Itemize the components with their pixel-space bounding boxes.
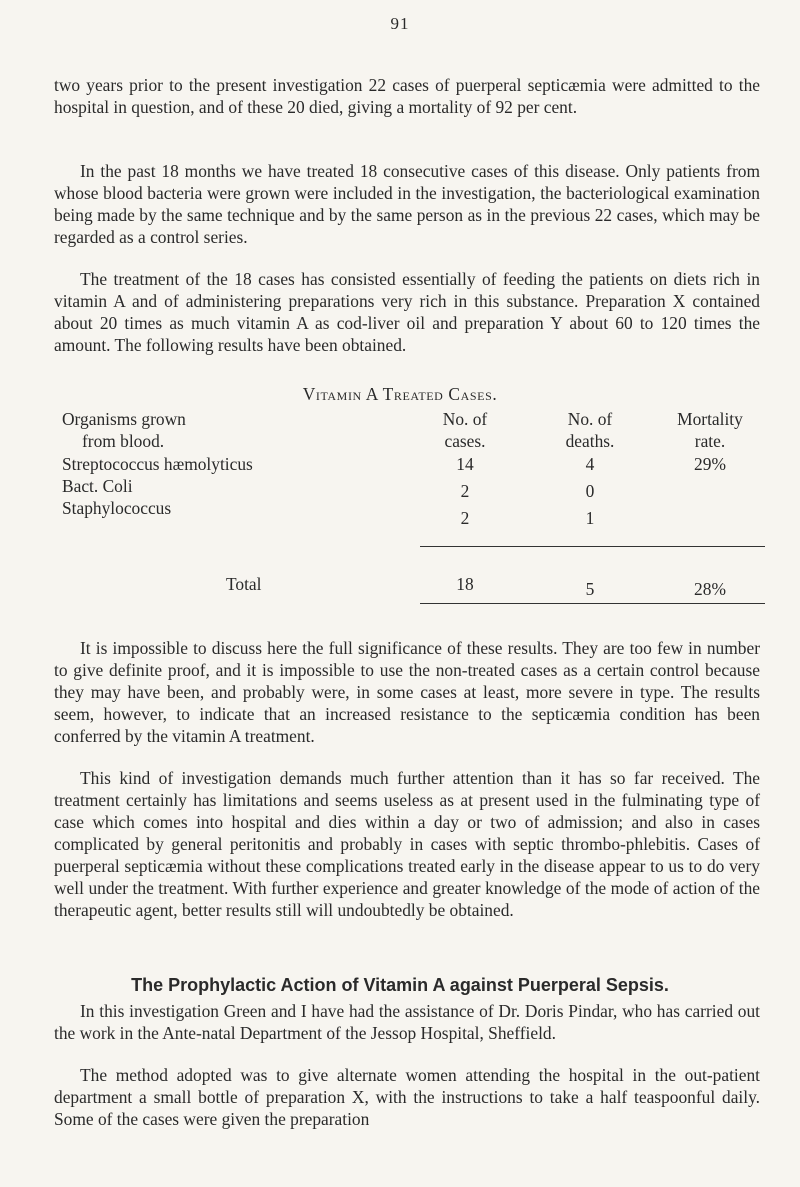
paragraph-5 [54,767,760,921]
header-deaths-line1: No. of [567,409,613,429]
header-mortality-line1: Mortality [677,409,743,429]
header-mortality-line2: rate. [694,431,726,451]
header-cases-line1: No. of [442,409,488,429]
paragraph-3-text: The treatment of the 18 cases has consisted essentially of feeding the patients on diets rich in vitamin A and of administering preparations very rich in this substance. Preparation X contained about 20 times as much vitamin A as cod-liver oil and preparation Y about 60 to 120 times the amount. The following results have been obtained. [54,269,760,355]
paragraph-6-text: In this investigation Green and I have had the assistance of Dr. Doris Pindar, who has carried out the work in the Ante-natal Department of the Jessop Hospital, Sheffield. [54,1001,760,1043]
table-title: Vitamin A Treated Cases. [302,384,498,404]
total-label: Total [226,574,262,594]
paragraph-7 [54,1064,760,1130]
row-3-cases: 2 [460,508,470,528]
paragraph-4-text: It is impossible to discuss here the full significance of these results. They are too few in number to give definite proof, and it is impossible to use the non-treated cases as a certain control because they may have been, and probably were, in some cases at least, more severe in type. The results seem, however, to indicate that an increased resistance to the septicæmia condition has been conferred by the vitamin A treatment. [54,638,760,746]
paragraph-6 [54,1000,760,1044]
row-1-cases: 14 [456,454,474,474]
table-rule-top [420,546,765,547]
paragraph-3 [54,268,760,356]
paragraph-1: two years prior to the present investigation 22 cases of puerperal septicæmia were admitted to the hospital in question, and of these 20 died, giving a mortality of 92 per cent. [54,75,760,117]
header-organisms-line2: from blood. [82,431,165,451]
row-1-deaths: 4 [585,454,595,474]
row-2-cases: 2 [460,481,470,501]
total-cases: 18 [456,574,474,594]
row-2-organism: Bact. Coli [62,476,133,496]
total-rate: 28% [694,579,726,599]
table-rule-bottom [420,603,765,604]
row-1-rate: 29% [694,454,726,474]
header-deaths-line2: deaths. [565,431,615,451]
header-organisms-line1: Organisms grown [62,409,186,429]
header-cases-line2: cases. [444,431,486,451]
paragraph-2-text: In the past 18 months we have treated 18 consecutive cases of this disease. Only patients from whose blood bacteria were grown were included in the investigation, the bacteriological examination being made by the same technique and by the same person as in the previous 22 cases, which may be regarded as a control series. [54,161,760,247]
total-deaths: 5 [585,579,595,599]
page-number: 91 [390,14,410,33]
section-heading: The Prophylactic Action of Vitamin A against Puerperal Sepsis. [131,975,669,995]
row-3-deaths: 1 [585,508,595,528]
row-3-organism: Staphylococcus [62,498,172,518]
row-1-organism: Streptococcus hæmolyticus [62,454,253,474]
row-2-deaths: 0 [585,481,595,501]
paragraph-7-text: The method adopted was to give alternate women attending the hospital in the out-patient department a small bottle of preparation X, with the instructions to take a half teaspoonful daily. Some of the cases were given the preparation [54,1065,760,1129]
paragraph-4 [54,637,760,747]
paragraph-5-text: This kind of investigation demands much further attention than it has so far received. The treatment certainly has limitations and seems useless as at present used in the fulminating type of case which comes into hospital and dies within a day or two of admission; and also in cases complicated by general peritonitis and probably in cases with septic thrombo-phlebitis. Cases of puerperal septicæmia without these complications treated early in the disease appear to us to do very well under the treatment. With further experience and greater knowledge of the mode of action of the therapeutic agent, better results still will undoubtedly be obtained. [54,768,760,920]
paragraph-2 [54,160,760,248]
